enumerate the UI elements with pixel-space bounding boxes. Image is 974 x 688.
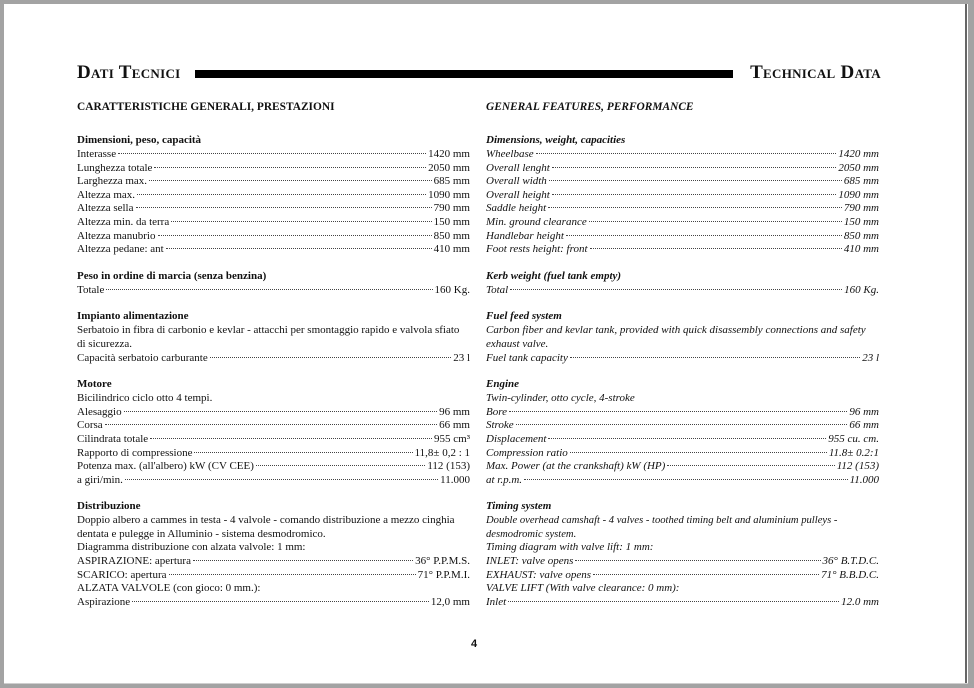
lift-label: VALVE LIFT (With valve clearance: 0 mm):: [486, 582, 680, 595]
spec-row: [77, 447, 470, 461]
spec-label: Min. ground clearance: [486, 215, 587, 228]
group-title: Dimensioni, peso, capacità: [77, 134, 202, 146]
spec-value: 1420 mm: [838, 148, 879, 160]
spec-label: Max. Power (at the crankshaft) kW (HP): [486, 460, 666, 473]
spec-value: 790 mm: [843, 202, 879, 215]
page-edge-rule: [965, 4, 967, 684]
dot-leader: [193, 559, 413, 561]
spec-label: Altezza sella: [77, 202, 134, 215]
spec-row: [486, 162, 879, 176]
spec-label: Foot rests height: front: [486, 243, 588, 256]
dot-leader: [106, 288, 432, 290]
dot-leader: [536, 152, 837, 154]
dot-leader: [667, 464, 834, 466]
spec-label: EXHAUST: valve opens: [486, 568, 592, 581]
page-header: [77, 62, 881, 84]
dot-leader: [552, 193, 837, 195]
spec-value: 790 mm: [433, 202, 470, 215]
spec-row: [77, 202, 470, 216]
spec-row: [77, 352, 470, 366]
group-title: Engine: [486, 378, 520, 391]
dimensions-group: [77, 133, 470, 257]
dot-leader: [548, 206, 842, 208]
spec-value: 685 mm: [433, 175, 470, 188]
dot-leader: [154, 166, 426, 168]
spec-row: [486, 419, 879, 433]
spec-row: [77, 555, 470, 569]
spec-row: [77, 433, 470, 447]
section-title: GENERAL FEATURES, PERFORMANCE: [486, 101, 694, 113]
spec-row: [486, 230, 879, 244]
spec-value: 96 mm: [439, 405, 470, 418]
spec-row: [486, 474, 879, 488]
dot-leader: [552, 166, 837, 168]
spec-row: [77, 460, 470, 474]
spec-label: Totale: [77, 283, 105, 296]
dot-leader: [137, 193, 426, 195]
dot-leader: [570, 356, 860, 358]
dot-leader: [510, 288, 842, 290]
group-title: Impianto alimentazione: [77, 310, 189, 323]
spec-value: 160 Kg.: [434, 283, 470, 296]
dot-leader: [593, 573, 819, 575]
spec-row: [77, 419, 470, 433]
spec-label: Overall height: [486, 188, 550, 201]
dot-leader: [548, 437, 826, 439]
spec-label: Rapporto di compressione: [77, 446, 193, 459]
spec-value: 71° B.B.D.C.: [821, 568, 879, 581]
spec-value: 850 mm: [433, 229, 470, 242]
spec-label: Stroke: [486, 419, 514, 432]
spec-label: Aspirazione: [77, 595, 131, 608]
spec-row: [486, 352, 879, 366]
dot-leader: [516, 423, 848, 425]
dot-leader: [508, 600, 839, 602]
spec-row: [77, 216, 470, 230]
spec-row: [77, 569, 470, 583]
dot-leader: [524, 478, 848, 480]
spec-row: [486, 555, 879, 569]
spec-row: [77, 406, 470, 420]
spec-row: [486, 433, 879, 447]
group-title: Motore: [77, 378, 112, 391]
spec-row: [486, 284, 879, 298]
spec-label: Altezza manubrio: [77, 229, 156, 242]
spec-row: [77, 148, 470, 162]
spec-value: 11.8± 0.2:1: [828, 446, 879, 459]
spec-value: 11.000: [440, 473, 470, 486]
spec-label: Alesaggio: [77, 405, 122, 418]
dot-leader: [132, 600, 429, 602]
dot-leader: [256, 464, 425, 466]
spec-row: [77, 243, 470, 257]
spec-label: Overall width: [486, 175, 547, 188]
spec-label: a giri/min.: [77, 473, 123, 486]
spec-label: Compression ratio: [486, 446, 568, 459]
spec-row: [486, 596, 879, 610]
spec-value: 1420 mm: [428, 148, 470, 160]
spec-value: 12,0 mm: [430, 595, 470, 608]
spec-row: [77, 284, 470, 298]
description: Bicilindrico ciclo otto 4 tempi.: [77, 392, 213, 405]
spec-label: Lunghezza totale: [77, 161, 153, 174]
spec-label: Fuel tank capacity: [486, 351, 568, 364]
spec-label: Overall lenght: [486, 161, 550, 174]
spec-row: [77, 474, 470, 488]
lift-label: ALZATA VALVOLE (con gioco: 0 mm.):: [77, 582, 261, 595]
fuel-group: [77, 309, 470, 365]
dot-leader: [158, 234, 432, 236]
spec-label: ASPIRAZIONE: apertura: [77, 555, 191, 568]
spec-row: [486, 447, 879, 461]
group-title: Peso in ordine di marcia (senza benzina): [77, 269, 267, 282]
section-title: CARATTERISTICHE GENERALI, PRESTAZIONI: [77, 101, 335, 113]
spec-label: Interasse: [77, 148, 117, 160]
spec-value: 410 mm: [843, 243, 879, 256]
spec-value: 685 mm: [843, 175, 879, 188]
timing-group: [77, 499, 470, 609]
spec-value: 955 cu. cm.: [828, 432, 879, 445]
spec-value: 955 cm³: [434, 432, 470, 445]
spec-label: Altezza pedane: ant: [77, 243, 164, 256]
dot-leader: [125, 478, 438, 480]
description: Carbon fiber and kevlar tank, provided with quick disassembly connections and safety exhaust valve.: [486, 324, 866, 350]
spec-label: Larghezza max.: [77, 175, 148, 188]
spec-value: 150 mm: [843, 215, 879, 228]
description: Twin-cylinder, otto cycle, 4-stroke: [486, 392, 635, 405]
spec-value: 1090 mm: [838, 188, 879, 201]
spec-label: Total: [486, 283, 509, 296]
spec-row: [77, 162, 470, 176]
dot-leader: [566, 234, 842, 236]
dimensions-group: [486, 133, 879, 257]
spec-row: [77, 175, 470, 189]
dot-leader: [124, 410, 438, 412]
dot-leader: [210, 356, 451, 358]
spec-value: 112 (153): [427, 460, 470, 473]
spec-label: Inlet: [486, 595, 507, 608]
spec-row: [486, 148, 879, 162]
spec-row: [486, 216, 879, 230]
spec-row: [486, 406, 879, 420]
description: Serbatoio in fibra di carbonio e kevlar - attacchi per smontaggio rapido e valvola sfiato di sicurezza.: [77, 324, 460, 350]
italian-column: [77, 100, 470, 621]
title-english: Technical Data: [750, 62, 881, 83]
spec-value: 11,8± 0,2 : 1: [414, 446, 470, 459]
spec-label: Potenza max. (all'albero) kW (CV CEE): [77, 460, 254, 473]
dot-leader: [136, 206, 432, 208]
group-title: Fuel feed system: [486, 310, 562, 323]
spec-row: [486, 175, 879, 189]
group-title: Timing system: [486, 500, 552, 513]
spec-value: 410 mm: [433, 243, 470, 256]
diagram-label: Diagramma distribuzione con alzata valvole: 1 mm:: [77, 541, 306, 554]
dot-leader: [171, 220, 431, 222]
dot-leader: [118, 152, 426, 154]
dot-leader: [589, 220, 842, 222]
dot-leader: [549, 179, 842, 181]
spec-value: 36° B.T.D.C.: [822, 555, 879, 568]
engine-group: [77, 377, 470, 487]
dot-leader: [194, 451, 412, 453]
spec-value: 12.0 mm: [841, 595, 879, 608]
spec-value: 2050 mm: [838, 161, 879, 174]
spec-label: Capacità serbatoio carburante: [77, 351, 208, 364]
spec-label: Handlebar height: [486, 229, 564, 242]
description: Doppio albero a cammes in testa - 4 valvole - comando distribuzione a mezzo cinghia dentata e pulegge in Alluminio - sistema desmodromico.: [77, 514, 455, 540]
spec-value: 150 mm: [433, 215, 470, 228]
spec-row: [77, 189, 470, 203]
dot-leader: [150, 437, 432, 439]
description: Double overhead camshaft - 4 valves - toothed timing belt and aluminium pulleys - desmodromic system.: [486, 515, 838, 540]
spec-row: [77, 596, 470, 610]
timing-group: [486, 499, 879, 609]
dot-leader: [169, 573, 416, 575]
spec-value: 36° P.P.M.S.: [415, 555, 470, 568]
spec-value: 1090 mm: [428, 188, 470, 201]
spec-label: at r.p.m.: [486, 473, 523, 486]
spec-label: Wheelbase: [486, 148, 534, 160]
spec-value: 23 l: [862, 351, 879, 364]
dot-leader: [166, 247, 432, 249]
page-bottom-rule: [4, 683, 968, 684]
spec-value: 112 (153): [836, 460, 879, 473]
page-number: 4: [471, 638, 478, 650]
spec-label: Saddle height: [486, 202, 547, 215]
dot-leader: [105, 423, 437, 425]
dot-leader: [149, 179, 432, 181]
spec-value: 2050 mm: [428, 161, 470, 174]
header-divider-bar: [195, 70, 733, 78]
title-italian: Dati Tecnici: [77, 62, 181, 83]
engine-group: [486, 377, 879, 487]
english-column: [486, 100, 879, 621]
spec-row: [486, 569, 879, 583]
spec-row: [486, 460, 879, 474]
weight-group: [486, 269, 879, 298]
spec-label: Corsa: [77, 419, 103, 432]
spec-row: [77, 230, 470, 244]
group-title: Kerb weight (fuel tank empty): [486, 269, 622, 282]
spec-value: 66 mm: [439, 419, 470, 432]
group-title: Distribuzione: [77, 500, 141, 513]
spec-value: 160 Kg.: [844, 283, 879, 296]
diagram-label: Timing diagram with valve lift: 1 mm:: [486, 541, 654, 554]
spec-label: Cilindrata totale: [77, 432, 149, 445]
spec-row: [486, 189, 879, 203]
dot-leader: [590, 247, 842, 249]
weight-group: [77, 269, 470, 298]
spec-row: [486, 243, 879, 257]
group-title: Dimensions, weight, capacities: [486, 134, 626, 146]
dot-leader: [570, 451, 827, 453]
spec-value: 96 mm: [849, 405, 879, 418]
spec-value: 71° P.P.M.I.: [417, 568, 470, 581]
spec-row: [486, 202, 879, 216]
spec-label: Altezza min. da terra: [77, 215, 170, 228]
dot-leader: [575, 559, 820, 561]
spec-value: 850 mm: [843, 229, 879, 242]
spec-label: Displacement: [486, 432, 547, 445]
spec-label: INLET: valve opens: [486, 555, 574, 568]
spec-label: SCARICO: apertura: [77, 568, 167, 581]
spec-label: Bore: [486, 405, 507, 418]
spec-label: Altezza max.: [77, 188, 136, 201]
fuel-group: [486, 309, 879, 365]
spec-value: 23 l: [453, 351, 470, 364]
spec-value: 11.000: [849, 473, 879, 486]
spec-value: 66 mm: [849, 419, 879, 432]
dot-leader: [509, 410, 847, 412]
